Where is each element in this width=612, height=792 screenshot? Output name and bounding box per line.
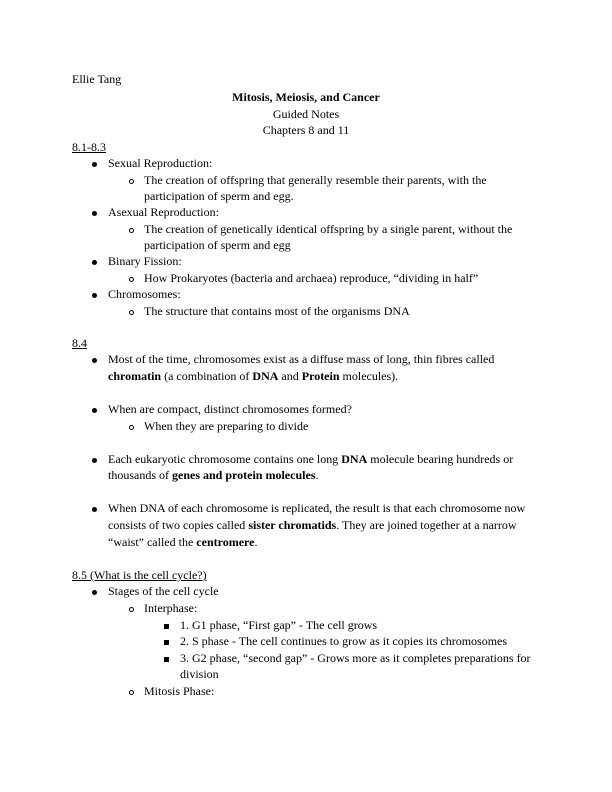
bullet-disc-icon	[92, 358, 97, 363]
bold-term: centromere	[196, 535, 255, 549]
bold-term: DNA	[252, 369, 279, 383]
bullet-disc-icon	[92, 408, 97, 413]
answer-line: When they are preparing to divide	[144, 419, 309, 433]
bullet-circle-icon	[129, 228, 134, 233]
section-heading-8-1: 8.1-8.3	[72, 140, 106, 154]
list-item-continuation: division	[180, 667, 219, 681]
text-run: molecules).	[339, 369, 399, 383]
term-sexual-reproduction: Sexual Reproduction:	[108, 156, 213, 170]
bullet-circle-icon	[129, 277, 134, 282]
definition-line: participation of sperm and egg	[144, 238, 291, 252]
definition-line: participation of sperm and egg.	[144, 189, 294, 203]
list-item: Mitosis Phase:	[144, 684, 215, 698]
bullet-disc-icon	[92, 458, 97, 463]
text-run: .	[315, 468, 319, 482]
term-asexual-reproduction: Asexual Reproduction:	[108, 205, 219, 219]
paragraph-line	[108, 369, 398, 383]
list-item: Stages of the cell cycle	[108, 584, 219, 598]
paragraph-line	[108, 518, 517, 532]
bullet-circle-icon	[129, 607, 134, 612]
document-title: Mitosis, Meiosis, and Cancer	[232, 90, 380, 104]
bullet-disc-icon	[92, 293, 97, 298]
bullet-circle-icon	[129, 179, 134, 184]
text-run: and	[278, 369, 302, 383]
paragraph-line	[108, 535, 258, 549]
list-item: 2. S phase - The cell continues to grow as it copies its chromosomes	[180, 634, 508, 648]
bullet-disc-icon	[92, 211, 97, 216]
bullet-circle-icon	[129, 425, 134, 430]
bullet-square-icon	[164, 624, 169, 629]
paragraph-line: Most of the time, chromosomes exist as a diffuse mass of long, thin fibres called	[108, 352, 495, 366]
text-run: thousands of	[108, 468, 172, 482]
definition-line: How Prokaryotes (bacteria and archaea) reproduce, “dividing in half”	[144, 271, 479, 285]
text-run: . They are joined together at a narrow	[336, 518, 517, 532]
bullet-square-icon	[164, 657, 169, 662]
document-subtitle: Guided Notes	[272, 107, 340, 121]
author-name: Ellie Tang	[72, 72, 122, 86]
bullet-disc-icon	[92, 260, 97, 265]
bullet-circle-icon	[129, 310, 134, 315]
section-heading-8-4: 8.4	[72, 336, 87, 350]
bold-term: Protein	[301, 369, 340, 383]
list-item: 1. G1 phase, “First gap” - The cell grows	[180, 618, 378, 632]
section-heading-8-5: 8.5 (What is the cell cycle?)	[72, 568, 207, 582]
text-run: “waist” called the	[108, 535, 197, 549]
bullet-disc-icon	[92, 162, 97, 167]
text-run: Each eukaryotic chromosome contains one long	[108, 452, 342, 466]
definition-line: The structure that contains most of the organisms DNA	[144, 304, 410, 318]
paragraph-line: When DNA of each chromosome is replicated, the result is that each chromosome now	[108, 501, 526, 515]
text-run: consists of two copies called	[108, 518, 249, 532]
text-run: .	[254, 535, 258, 549]
bullet-disc-icon	[92, 507, 97, 512]
bold-term: chromatin	[108, 369, 162, 383]
paragraph-line	[108, 468, 318, 482]
definition-line: The creation of genetically identical offspring by a single parent, without the	[144, 222, 513, 236]
list-item: 3. G2 phase, “second gap” - Grows more as it completes preparations for	[180, 651, 531, 665]
paragraph-line	[108, 452, 513, 466]
bold-term: sister chromatids	[248, 518, 337, 532]
question-line: When are compact, distinct chromosomes formed?	[108, 402, 352, 416]
text-run: (a combination of	[161, 369, 253, 383]
bullet-circle-icon	[129, 690, 134, 695]
bold-term: genes and protein molecules	[172, 468, 316, 482]
bold-term: DNA	[341, 452, 368, 466]
definition-line: The creation of offspring that generally resemble their parents, with the	[144, 173, 487, 187]
bullet-square-icon	[164, 640, 169, 645]
bullet-disc-icon	[92, 590, 97, 595]
document-chapters: Chapters 8 and 11	[262, 123, 350, 137]
term-chromosomes: Chromosomes:	[108, 287, 181, 301]
list-item: Interphase:	[144, 601, 198, 615]
text-run: molecule bearing hundreds or	[367, 452, 514, 466]
term-binary-fission: Binary Fission:	[108, 254, 182, 268]
